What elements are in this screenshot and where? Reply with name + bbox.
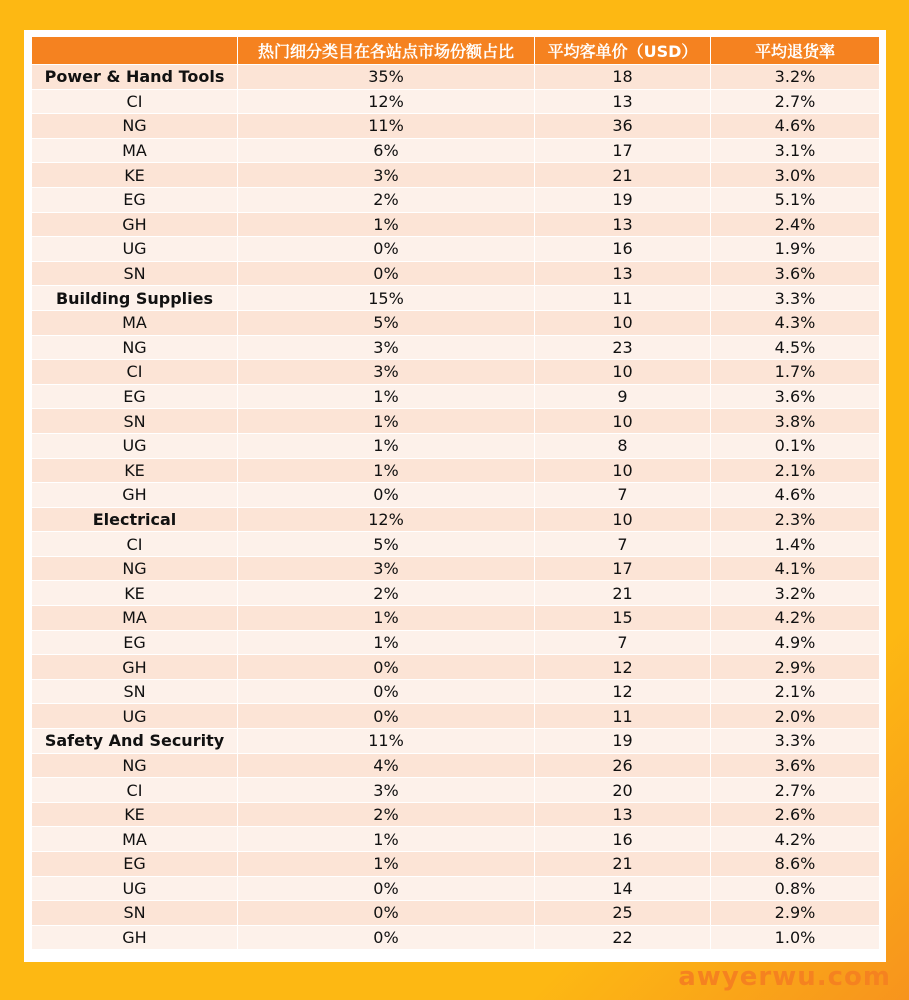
avg-price-cell: 21 [535, 163, 711, 188]
market-share-cell: 35% [238, 65, 535, 90]
row-name-cell: UG [32, 237, 238, 262]
row-name-cell: EG [32, 852, 238, 877]
market-share-cell: 1% [238, 630, 535, 655]
table-body [32, 65, 880, 950]
avg-price-cell: 13 [535, 89, 711, 114]
row-name-cell: SN [32, 261, 238, 286]
return-rate-cell: 4.2% [711, 827, 880, 852]
row-name-cell: CI [32, 89, 238, 114]
market-share-cell: 3% [238, 778, 535, 803]
return-rate-cell: 3.3% [711, 286, 880, 311]
market-share-cell: 1% [238, 458, 535, 483]
avg-price-cell: 21 [535, 852, 711, 877]
table-row [32, 163, 880, 188]
avg-price-cell: 7 [535, 630, 711, 655]
row-name-cell: UG [32, 433, 238, 458]
avg-price-cell: 17 [535, 556, 711, 581]
table-row [32, 187, 880, 212]
avg-price-cell: 13 [535, 802, 711, 827]
table-row [32, 606, 880, 631]
market-share-cell: 3% [238, 163, 535, 188]
table-row [32, 852, 880, 877]
row-name-cell: Building Supplies [32, 286, 238, 311]
avg-price-cell: 10 [535, 360, 711, 385]
avg-price-cell: 19 [535, 187, 711, 212]
market-share-cell: 2% [238, 802, 535, 827]
category-row [32, 507, 880, 532]
row-name-cell: EG [32, 384, 238, 409]
row-name-cell: GH [32, 925, 238, 950]
row-name-cell: GH [32, 655, 238, 680]
return-rate-cell: 2.6% [711, 802, 880, 827]
avg-price-cell: 26 [535, 753, 711, 778]
row-name-cell: SN [32, 901, 238, 926]
avg-price-cell: 9 [535, 384, 711, 409]
row-name-cell: NG [32, 753, 238, 778]
market-share-cell: 1% [238, 409, 535, 434]
row-name-cell: NG [32, 556, 238, 581]
avg-price-cell: 25 [535, 901, 711, 926]
row-name-cell: Electrical [32, 507, 238, 532]
table-row [32, 114, 880, 139]
return-rate-cell: 3.2% [711, 581, 880, 606]
market-share-cell: 15% [238, 286, 535, 311]
row-name-cell: Safety And Security [32, 729, 238, 754]
table-row [32, 212, 880, 237]
return-rate-cell: 2.1% [711, 458, 880, 483]
return-rate-cell: 1.0% [711, 925, 880, 950]
return-rate-cell: 4.6% [711, 114, 880, 139]
table-row [32, 655, 880, 680]
market-share-cell: 0% [238, 925, 535, 950]
table-row [32, 532, 880, 557]
avg-price-cell: 7 [535, 483, 711, 508]
table-row [32, 409, 880, 434]
market-share-cell: 0% [238, 655, 535, 680]
return-rate-cell: 3.6% [711, 384, 880, 409]
return-rate-cell: 1.7% [711, 360, 880, 385]
avg-price-cell: 36 [535, 114, 711, 139]
row-name-cell: KE [32, 581, 238, 606]
row-name-cell: EG [32, 630, 238, 655]
market-share-cell: 5% [238, 310, 535, 335]
market-share-cell: 2% [238, 187, 535, 212]
table-row [32, 753, 880, 778]
avg-price-cell: 14 [535, 876, 711, 901]
return-rate-cell: 4.3% [711, 310, 880, 335]
row-name-cell: KE [32, 802, 238, 827]
row-name-cell: MA [32, 606, 238, 631]
return-rate-cell: 3.6% [711, 261, 880, 286]
return-rate-cell: 8.6% [711, 852, 880, 877]
return-rate-cell: 3.8% [711, 409, 880, 434]
row-name-cell: UG [32, 876, 238, 901]
table-row [32, 581, 880, 606]
avg-price-cell: 18 [535, 65, 711, 90]
header-market-share: 热门细分类目在各站点市场份额占比 [238, 37, 535, 65]
return-rate-cell: 3.0% [711, 163, 880, 188]
return-rate-cell: 3.1% [711, 138, 880, 163]
table-row [32, 802, 880, 827]
table-row [32, 630, 880, 655]
return-rate-cell: 1.4% [711, 532, 880, 557]
table-row [32, 237, 880, 262]
avg-price-cell: 19 [535, 729, 711, 754]
return-rate-cell: 4.9% [711, 630, 880, 655]
avg-price-cell: 10 [535, 310, 711, 335]
table-row [32, 925, 880, 950]
row-name-cell: UG [32, 704, 238, 729]
header-avg-price: 平均客单价（USD） [535, 37, 711, 65]
avg-price-cell: 20 [535, 778, 711, 803]
avg-price-cell: 8 [535, 433, 711, 458]
row-name-cell: KE [32, 458, 238, 483]
table-row [32, 458, 880, 483]
avg-price-cell: 13 [535, 212, 711, 237]
row-name-cell: NG [32, 114, 238, 139]
return-rate-cell: 2.9% [711, 901, 880, 926]
table-row [32, 704, 880, 729]
avg-price-cell: 7 [535, 532, 711, 557]
avg-price-cell: 23 [535, 335, 711, 360]
row-name-cell: CI [32, 532, 238, 557]
market-share-cell: 11% [238, 729, 535, 754]
return-rate-cell: 2.3% [711, 507, 880, 532]
market-share-cell: 11% [238, 114, 535, 139]
row-name-cell: MA [32, 138, 238, 163]
market-share-cell: 1% [238, 606, 535, 631]
return-rate-cell: 0.1% [711, 433, 880, 458]
market-share-cell: 1% [238, 384, 535, 409]
market-share-cell: 1% [238, 852, 535, 877]
row-name-cell: MA [32, 310, 238, 335]
row-name-cell: CI [32, 778, 238, 803]
table-row [32, 433, 880, 458]
return-rate-cell: 2.0% [711, 704, 880, 729]
category-row [32, 729, 880, 754]
avg-price-cell: 12 [535, 679, 711, 704]
return-rate-cell: 3.6% [711, 753, 880, 778]
watermark: awyerwu.com [678, 962, 891, 992]
row-name-cell: CI [32, 360, 238, 385]
return-rate-cell: 2.7% [711, 89, 880, 114]
market-share-cell: 0% [238, 237, 535, 262]
return-rate-cell: 4.6% [711, 483, 880, 508]
table-row [32, 778, 880, 803]
market-share-cell: 3% [238, 335, 535, 360]
row-name-cell: SN [32, 409, 238, 434]
market-share-cell: 4% [238, 753, 535, 778]
return-rate-cell: 5.1% [711, 187, 880, 212]
avg-price-cell: 11 [535, 286, 711, 311]
avg-price-cell: 13 [535, 261, 711, 286]
avg-price-cell: 15 [535, 606, 711, 631]
table-card [24, 30, 886, 962]
avg-price-cell: 11 [535, 704, 711, 729]
return-rate-cell: 2.1% [711, 679, 880, 704]
table-row [32, 360, 880, 385]
category-row [32, 65, 880, 90]
header-return-rate: 平均退货率 [711, 37, 880, 65]
avg-price-cell: 10 [535, 409, 711, 434]
avg-price-cell: 16 [535, 827, 711, 852]
market-share-cell: 1% [238, 212, 535, 237]
return-rate-cell: 4.5% [711, 335, 880, 360]
row-name-cell: MA [32, 827, 238, 852]
table-row [32, 384, 880, 409]
table-row [32, 335, 880, 360]
row-name-cell: GH [32, 483, 238, 508]
return-rate-cell: 2.4% [711, 212, 880, 237]
market-share-cell: 12% [238, 507, 535, 532]
return-rate-cell: 2.9% [711, 655, 880, 680]
table-header-row [32, 37, 880, 65]
market-share-cell: 0% [238, 876, 535, 901]
return-rate-cell: 2.7% [711, 778, 880, 803]
table-row [32, 556, 880, 581]
table-row [32, 827, 880, 852]
market-share-cell: 1% [238, 433, 535, 458]
return-rate-cell: 4.1% [711, 556, 880, 581]
table-row [32, 679, 880, 704]
table-row [32, 901, 880, 926]
market-share-cell: 12% [238, 89, 535, 114]
row-name-cell: EG [32, 187, 238, 212]
market-share-cell: 1% [238, 827, 535, 852]
return-rate-cell: 3.2% [711, 65, 880, 90]
row-name-cell: Power & Hand Tools [32, 65, 238, 90]
market-share-cell: 5% [238, 532, 535, 557]
market-share-cell: 3% [238, 360, 535, 385]
return-rate-cell: 4.2% [711, 606, 880, 631]
avg-price-cell: 17 [535, 138, 711, 163]
market-share-cell: 0% [238, 679, 535, 704]
return-rate-cell: 0.8% [711, 876, 880, 901]
market-share-table [31, 36, 880, 950]
table-row [32, 310, 880, 335]
header-category [32, 37, 238, 65]
avg-price-cell: 10 [535, 458, 711, 483]
table-row [32, 483, 880, 508]
row-name-cell: SN [32, 679, 238, 704]
market-share-cell: 0% [238, 483, 535, 508]
avg-price-cell: 16 [535, 237, 711, 262]
table-row [32, 876, 880, 901]
row-name-cell: GH [32, 212, 238, 237]
market-share-cell: 6% [238, 138, 535, 163]
avg-price-cell: 22 [535, 925, 711, 950]
table-row [32, 261, 880, 286]
market-share-cell: 2% [238, 581, 535, 606]
market-share-cell: 3% [238, 556, 535, 581]
table-row [32, 138, 880, 163]
row-name-cell: NG [32, 335, 238, 360]
market-share-cell: 0% [238, 901, 535, 926]
row-name-cell: KE [32, 163, 238, 188]
market-share-cell: 0% [238, 261, 535, 286]
category-row [32, 286, 880, 311]
table-row [32, 89, 880, 114]
return-rate-cell: 1.9% [711, 237, 880, 262]
avg-price-cell: 21 [535, 581, 711, 606]
avg-price-cell: 12 [535, 655, 711, 680]
avg-price-cell: 10 [535, 507, 711, 532]
return-rate-cell: 3.3% [711, 729, 880, 754]
market-share-cell: 0% [238, 704, 535, 729]
